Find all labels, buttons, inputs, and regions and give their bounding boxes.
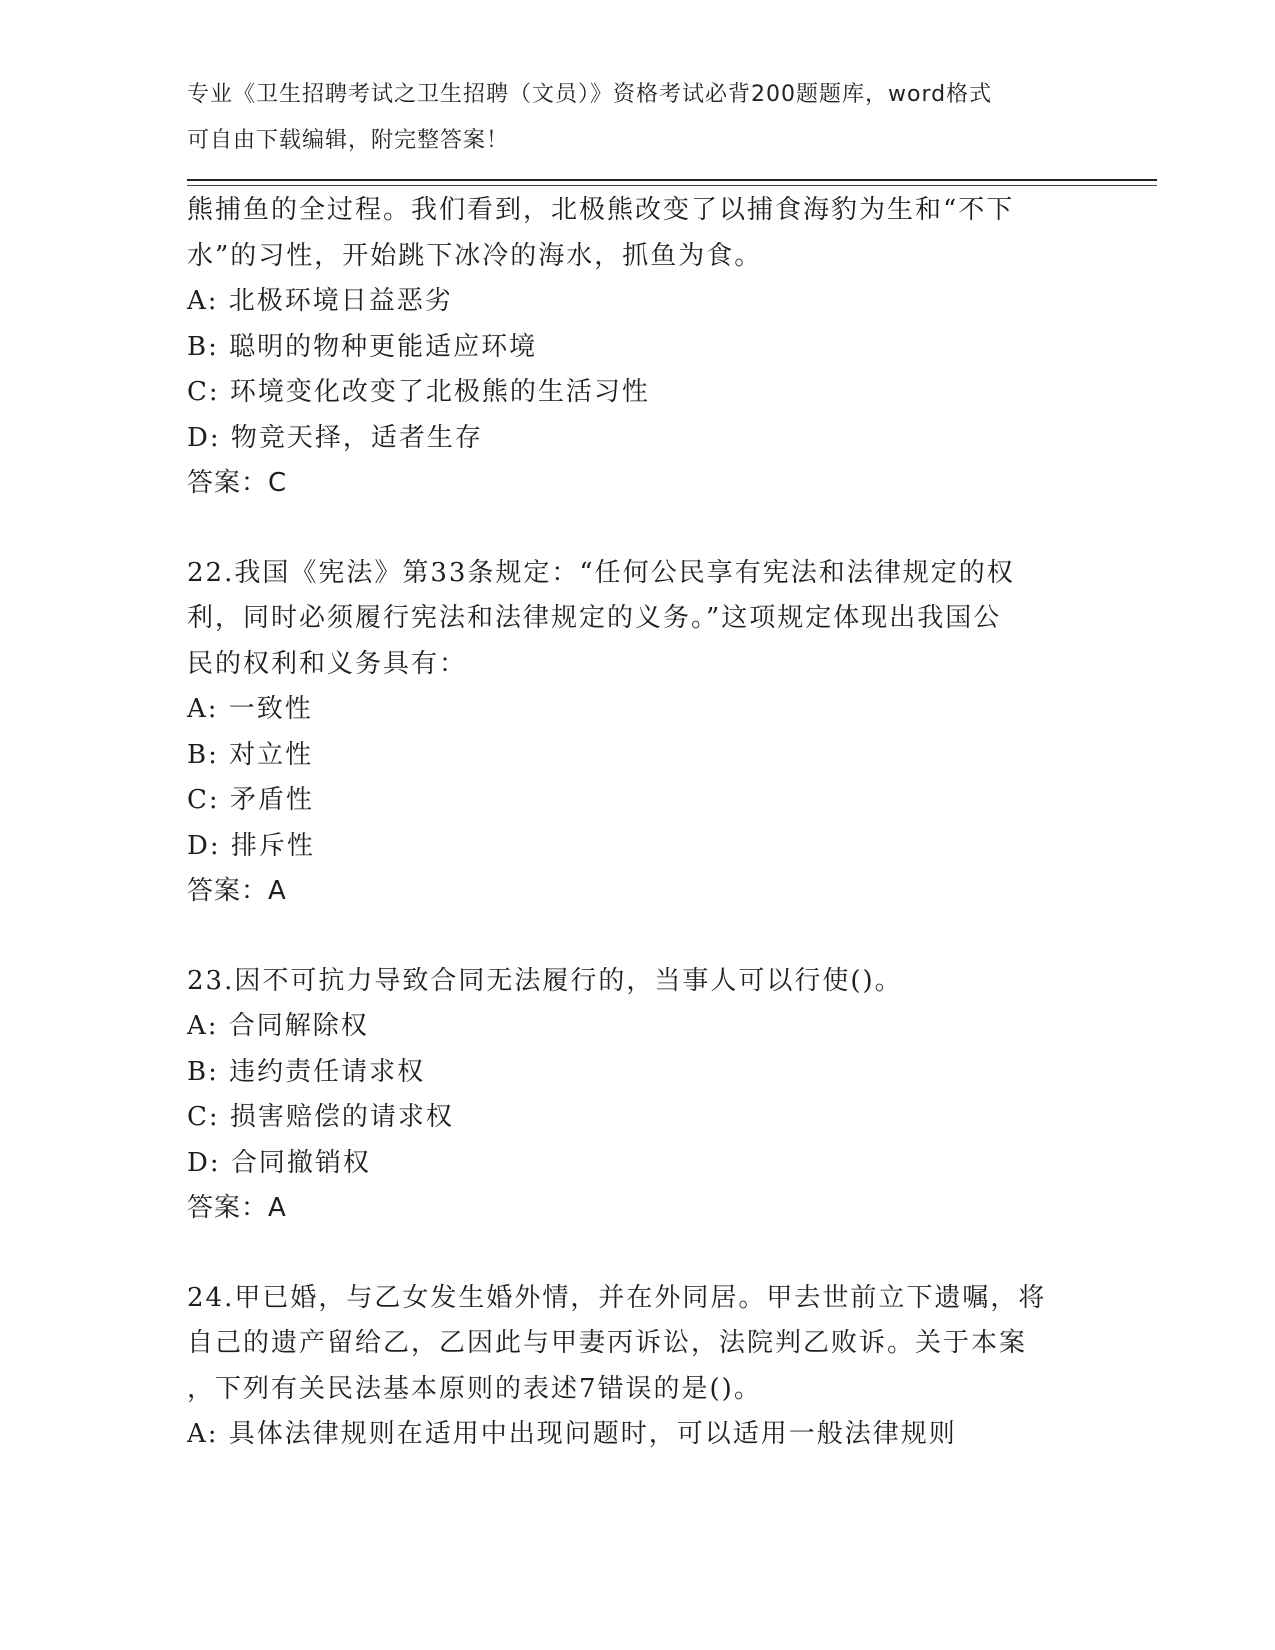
- question-text-line: 民的权利和义务具有：: [187, 648, 468, 679]
- question-text-line: 22.我国《宪法》第33条规定：“任何公民享有宪法和法律规定的权: [187, 557, 1015, 588]
- option-c: C: 损害赔偿的请求权: [187, 1102, 454, 1132]
- option-b: B: 聪明的物种更能适应环境: [187, 331, 538, 362]
- question-text-line: 利，同时必须履行宪法和法律规定的义务。”这项规定体现出我国公: [187, 603, 1002, 633]
- question-text-line: 熊捕鱼的全过程。我们看到，北极熊改变了以捕食海豹为生和“不下: [187, 195, 1015, 225]
- answer-line: 答案：C: [187, 468, 288, 498]
- option-c: C: 环境变化改变了北极熊的生活习性: [187, 377, 650, 407]
- question-24: [187, 1276, 1087, 1458]
- option-b: B: 对立性: [187, 739, 314, 770]
- answer-line: 答案：A: [187, 876, 287, 906]
- answer-line: 答案：A: [187, 1193, 287, 1223]
- question-21-continuation: [187, 188, 1087, 507]
- question-22: [187, 551, 1087, 915]
- question-23: [187, 959, 1087, 1232]
- document-body: [187, 188, 1087, 1458]
- option-c: C: 矛盾性: [187, 785, 314, 815]
- option-d: D: 排斥性: [187, 830, 315, 861]
- option-a: A: 合同解除权: [187, 1011, 369, 1041]
- question-text-line: 23.因不可抗力导致合同无法履行的，当事人可以行使()。: [187, 965, 903, 996]
- option-a: A: 北极环境日益恶劣: [187, 286, 453, 316]
- question-text-line: 自己的遗产留给乙，乙因此与甲妻丙诉讼，法院判乙败诉。关于本案: [187, 1328, 1028, 1358]
- option-a: A: 一致性: [187, 694, 313, 724]
- header-title-line-2: 可自由下载编辑，附完整答案！: [187, 127, 510, 153]
- option-a: A: 具体法律规则在适用中出现问题时，可以适用一般法律规则: [187, 1419, 957, 1449]
- option-b: B: 违约责任请求权: [187, 1056, 426, 1087]
- page-header: [187, 72, 1087, 163]
- header-title-line-1: 专业《卫生招聘考试之卫生招聘（文员）》资格考试必背200题题库，word格式: [187, 82, 993, 107]
- question-text-line: 24.甲已婚，与乙女发生婚外情，并在外同居。甲去世前立下遗嘱，将: [187, 1282, 1047, 1313]
- question-text-line: ，下列有关民法基本原则的表述7错误的是()。: [187, 1373, 762, 1404]
- option-d: D: 合同撤销权: [187, 1147, 371, 1178]
- option-d: D: 物竞天择，适者生存: [187, 422, 483, 453]
- header-divider-thin: [187, 185, 1157, 186]
- header-divider-thick: [187, 179, 1157, 181]
- question-text-line: 水”的习性，开始跳下冰冷的海水，抓鱼为食。: [187, 240, 763, 271]
